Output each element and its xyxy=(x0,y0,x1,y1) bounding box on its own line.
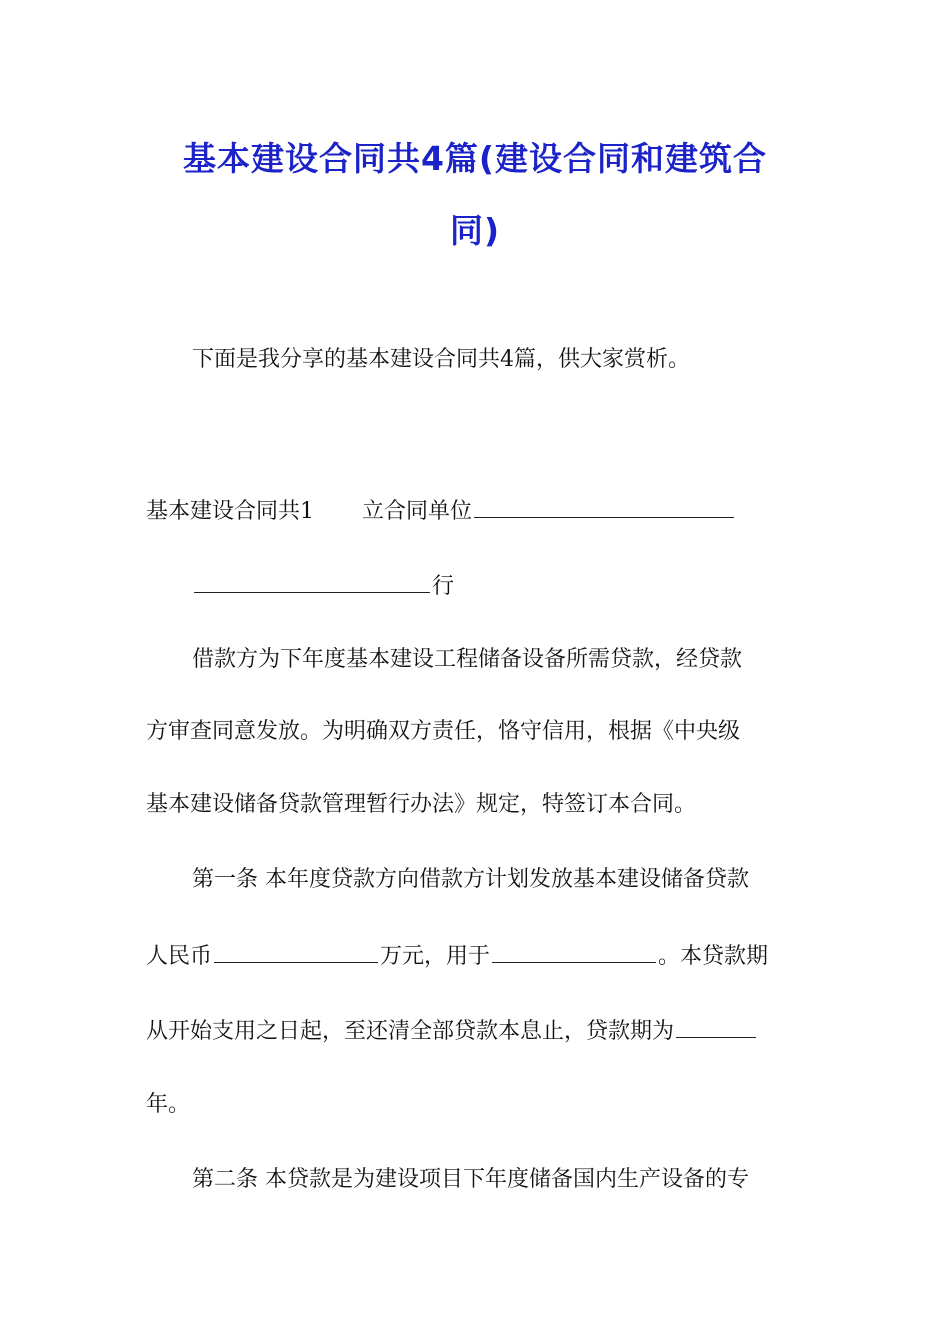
term-prefix: 。本贷款期 xyxy=(658,944,769,969)
party-label: 立合同单位 xyxy=(362,499,473,524)
intro-paragraph: 下面是我分享的基本建设合同共4篇，供大家赏析。 xyxy=(192,347,690,372)
article-1-line-3 xyxy=(146,1015,806,1047)
document-title-line-2: 同) xyxy=(449,211,501,250)
paragraph-1-line-2: 方审查同意发放。为明确双方责任，恪守信用，根据《中央级 xyxy=(146,719,741,744)
paragraph-1-line-3: 基本建设储备贷款管理暂行办法》规定，特签订本合同。 xyxy=(146,792,697,817)
article-1-line-1: 第一条 本年度贷款方向借款方计划发放基本建设储备贷款 xyxy=(192,867,749,892)
contract-party-line xyxy=(146,495,806,527)
amount-prefix: 人民币 xyxy=(146,944,213,969)
purpose-label: 万元，用于 xyxy=(380,944,491,969)
document-title-line-1: 基本建设合同共4篇(建设合同和建筑合 xyxy=(182,139,768,178)
paragraph-1-line-1: 借款方为下年度基本建设工程储备设备所需贷款，经贷款 xyxy=(192,647,743,672)
article-1-line-4: 年。 xyxy=(146,1092,191,1117)
term-text: 从开始支用之日起，至还清全部贷款本息止，贷款期为 xyxy=(146,1019,675,1044)
bank-suffix: 行 xyxy=(432,574,455,599)
purpose-blank xyxy=(492,940,656,963)
bank-blank xyxy=(194,570,430,593)
article-1-line-2 xyxy=(146,940,806,972)
section-heading: 基本建设合同共1 xyxy=(146,499,314,524)
bank-line xyxy=(192,570,852,602)
article-2-line-1: 第二条 本贷款是为建设项目下年度储备国内生产设备的专 xyxy=(192,1167,749,1192)
party-blank xyxy=(474,495,734,518)
term-blank xyxy=(676,1015,756,1038)
amount-blank xyxy=(214,940,378,963)
